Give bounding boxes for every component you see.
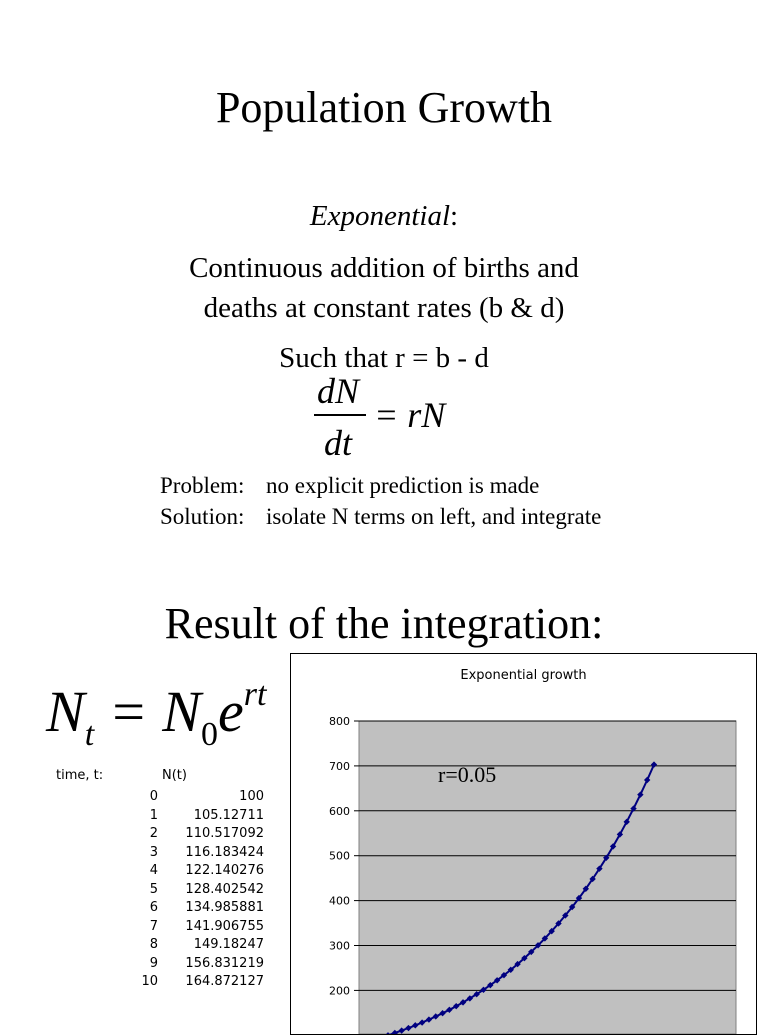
y-tick-label: 500 bbox=[329, 849, 350, 863]
table-cell-n: 134.985881 bbox=[185, 900, 264, 915]
table-cell-n: 141.906755 bbox=[185, 918, 264, 934]
equation-rhs: = rN bbox=[374, 395, 446, 435]
y-tick-label: 700 bbox=[329, 759, 350, 773]
integrated-equation bbox=[46, 660, 266, 770]
table-cell-n: 110.517092 bbox=[185, 826, 264, 841]
subtitle bbox=[0, 198, 768, 234]
table-row bbox=[40, 882, 270, 900]
table-cell-time: 9 bbox=[149, 955, 158, 971]
table-cell-time: 10 bbox=[141, 974, 158, 989]
eq-rhs-N: = N bbox=[94, 679, 201, 744]
y-tick-label: 300 bbox=[329, 939, 350, 953]
table-row bbox=[40, 845, 270, 863]
table-row bbox=[40, 937, 270, 955]
table-cell-n: 122.140276 bbox=[185, 863, 264, 878]
table-cell-n: 100 bbox=[239, 789, 264, 804]
problem-text: no explicit prediction is made bbox=[266, 473, 540, 498]
table-header-time: time, t: bbox=[56, 768, 104, 783]
page-title: Population Growth bbox=[215, 83, 553, 132]
table-cell-n: 116.183424 bbox=[185, 844, 264, 860]
y-tick-label: 200 bbox=[329, 984, 350, 998]
y-tick-label: 800 bbox=[329, 715, 350, 728]
solution-line bbox=[160, 503, 601, 531]
table-cell-time: 2 bbox=[149, 826, 158, 841]
equation-numerator: dN bbox=[316, 371, 359, 411]
table-cell-n: 156.831219 bbox=[185, 955, 264, 971]
fraction-bar bbox=[314, 414, 366, 416]
y-tick-label: 600 bbox=[329, 804, 350, 818]
solution-text: isolate N terms on left, and integrate bbox=[266, 504, 602, 529]
table-row bbox=[40, 863, 270, 881]
table-cell-time: 3 bbox=[149, 844, 158, 860]
table-cell-time: 7 bbox=[149, 918, 158, 934]
eq-N: N bbox=[46, 679, 85, 744]
table-cell-n: 105.12711 bbox=[193, 807, 264, 823]
table-header-n: N(t) bbox=[162, 768, 187, 783]
table-row bbox=[40, 974, 270, 992]
table-row bbox=[40, 919, 270, 937]
y-tick-label: 400 bbox=[329, 894, 350, 908]
table-row bbox=[40, 956, 270, 974]
table-cell-time: 6 bbox=[149, 900, 158, 915]
description-line-3: Such that r = b - d bbox=[279, 342, 489, 374]
table-row bbox=[40, 808, 270, 826]
subtitle-italic: Exponential bbox=[309, 200, 451, 232]
table-cell-time: 8 bbox=[149, 937, 158, 952]
eq-e: e bbox=[217, 679, 244, 744]
eq-t-subscript: t bbox=[84, 716, 95, 753]
problem-line bbox=[160, 472, 539, 500]
table-cell-n: 128.402542 bbox=[185, 881, 264, 897]
chart-title: Exponential growth bbox=[460, 668, 587, 683]
table-row bbox=[40, 789, 270, 807]
table-cell-time: 0 bbox=[149, 789, 158, 804]
solution-label: Solution: bbox=[160, 504, 245, 529]
table-cell-n: 164.872127 bbox=[185, 974, 264, 989]
plot-area bbox=[359, 721, 736, 1034]
table-cell-n: 149.18247 bbox=[193, 937, 264, 952]
table-row bbox=[40, 826, 270, 844]
table-row bbox=[40, 900, 270, 918]
table-cell-time: 1 bbox=[149, 807, 158, 823]
description-line-1: Continuous addition of births and bbox=[189, 252, 579, 284]
result-heading: Result of the integration: bbox=[164, 599, 604, 648]
subtitle-suffix: : bbox=[450, 200, 459, 232]
chart-panel bbox=[290, 653, 757, 1035]
table-cell-time: 5 bbox=[149, 881, 158, 897]
problem-label: Problem: bbox=[160, 473, 245, 498]
eq-zero-subscript: 0 bbox=[200, 716, 218, 753]
chart-svg bbox=[291, 654, 756, 1034]
chart-annotation: r=0.05 bbox=[438, 762, 497, 787]
equation-denominator: dt bbox=[323, 423, 352, 463]
eq-rt-superscript: rt bbox=[243, 676, 267, 713]
description-line-2: deaths at constant rates (b & d) bbox=[203, 292, 565, 324]
table-cell-time: 4 bbox=[149, 863, 158, 878]
